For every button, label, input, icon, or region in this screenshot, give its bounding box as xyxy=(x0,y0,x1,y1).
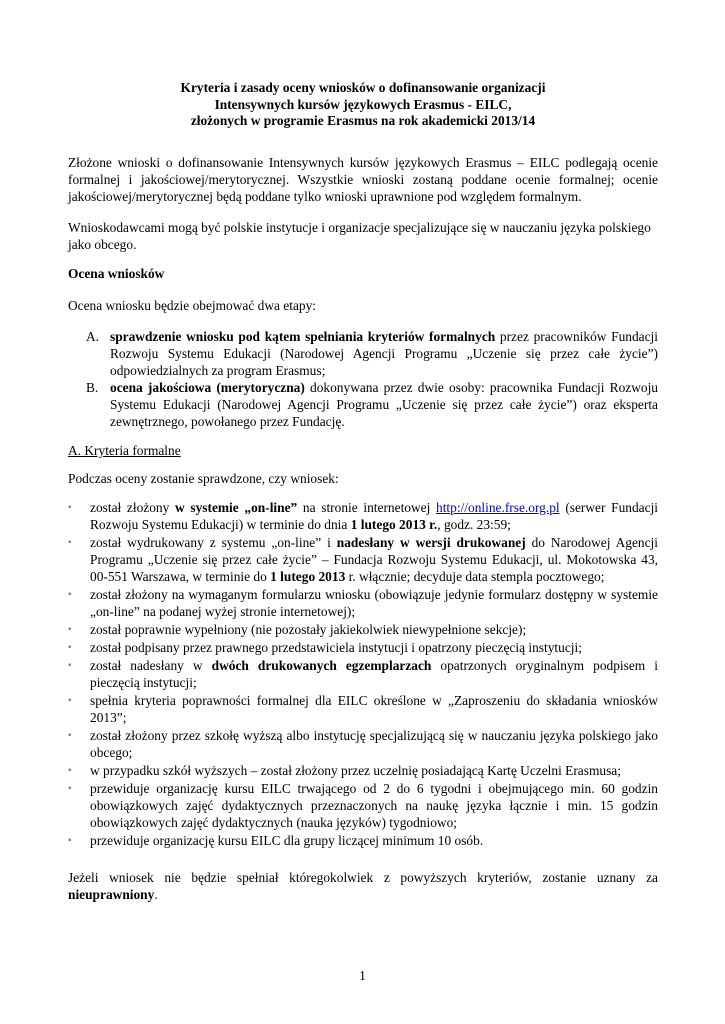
bullet-icon: ▪ xyxy=(68,589,72,600)
title-line-2: Intensywnych kursów językowych Erasmus - EILC, xyxy=(214,96,512,112)
title-line-3: złożonych w programie Erasmus na rok akademicki 2013/14 xyxy=(190,113,536,128)
bullet-icon: ▪ xyxy=(68,537,72,548)
criterion-11: ▪ przewiduje organizację kursu EILC dla grupy liczącej minimum 10 osób. xyxy=(68,833,484,848)
stage-b-marker: B. xyxy=(86,380,99,395)
applicants-paragraph: Wnioskodawcami mogą być polskie instytucje i organizacje specjalizujące się w nauczaniu języka polskiego jako obcego. xyxy=(68,220,651,252)
criterion-5: ▪ został podpisany przez prawnego przedstawiciela instytucji i opatrzony pieczęcią instytucji; xyxy=(68,640,582,655)
criterion-1: ▪ został złożony w systemie „on-line” na stronie internetowej http://online.frse.org.pl (serwer Fundacji Rozwoju Systemu Edukacji) w terminie do dnia 1 lutego 2013 r., godz. 23:59; xyxy=(68,500,659,532)
bullet-icon: ▪ xyxy=(68,835,72,846)
criterion-7: ▪ spełnia kryteria poprawności formalnej dla EILC określone w „Zaproszeniu do składania wniosków 2013”; xyxy=(68,693,658,725)
stage-b xyxy=(86,379,658,430)
criterion-10: ▪ przewiduje organizację kursu EILC trwającego od 2 do 6 tygodni i obejmującego min. 60 godzin obowiązkowych zajęć dydaktycznych przeznaczonych na naukę języka łącznie i min. 15 godzin obowiązkowych zajęć dydaktycznych (nauka języków) tygodniowo; xyxy=(68,781,658,830)
stage-a-bold: sprawdzenie wniosku pod kątem spełniania kryteriów formalnych xyxy=(110,329,496,344)
criterion-6: ▪ został nadesłany w dwóch drukowanych egzemplarzach opatrzonych oryginalnym podpisem i pieczęcią instytucji; xyxy=(68,658,659,690)
stage-b-text xyxy=(110,379,658,430)
stage-b-bold: ocena jakościowa (merytoryczna) xyxy=(110,380,305,395)
stage-a-marker: A. xyxy=(86,329,100,344)
stage-b-rest: dokonywana przez dwie osoby: pracownika Fundacji Rozwoju Systemu Edukacji (Narodowej Agencji Programu „Uczenie się przez całe życie”) oraz eksperta zewnętrznego, powołanego przez Fundację. xyxy=(110,380,658,429)
criterion-8: ▪ został złożony przez szkołę wyższą albo instytucję specjalizującą się w nauczaniu języka polskiego jako obcego; xyxy=(68,728,658,760)
criterion-2: ▪ został wydrukowany z systemu „on-line” i nadesłany w wersji drukowanej do Narodowej Agencji Programu „Uczenie się przez całe życie” – Fundacja Rozwoju Systemu Edukacji, ul. Mokotowska 43, 00-551 Warszawa, w terminie do 1 lutego 2013 r. włącznie; decyduje data stempla pocztowego; xyxy=(68,535,658,584)
bullet-icon: ▪ xyxy=(68,783,72,794)
bullet-icon: ▪ xyxy=(68,502,72,513)
bullet-icon: ▪ xyxy=(68,695,72,706)
bullet-icon: ▪ xyxy=(68,730,72,741)
document-title xyxy=(68,80,658,130)
stages-intro: Ocena wniosku będzie obejmować dwa etapy: xyxy=(68,298,317,313)
bullet-icon: ▪ xyxy=(68,624,72,635)
stage-a xyxy=(86,328,658,379)
conclusion-paragraph: Jeżeli wniosek nie będzie spełniał któregokolwiek z powyższych kryteriów, zostanie uznany za nieuprawniony. xyxy=(68,870,658,902)
bullet-icon: ▪ xyxy=(68,660,72,671)
criterion-9: ▪ w przypadku szkół wyższych – został złożony przez uczelnię posiadającą Kartę Uczelni Erasmusa; xyxy=(68,763,621,778)
bullet-icon: ▪ xyxy=(68,765,72,776)
frse-online-link[interactable]: http://online.frse.org.pl xyxy=(436,500,560,515)
section-heading: Ocena wniosków xyxy=(68,266,165,281)
formal-criteria-list xyxy=(68,499,658,850)
formal-criteria-heading: A. Kryteria formalne xyxy=(68,443,181,458)
stage-a-rest: przez pracowników Fundacji Rozwoju Systemu Edukacji (Narodowej Agencji Programu „Uczenie się przez całe życie”) odpowiedzialnych za program Erasmus; xyxy=(110,329,658,378)
title-line-1: Kryteria i zasady oceny wniosków o dofinansowanie organizacji xyxy=(180,80,546,95)
bullet-icon: ▪ xyxy=(68,642,72,653)
page-number: 1 xyxy=(359,968,366,983)
check-intro: Podczas oceny zostanie sprawdzone, czy wniosek: xyxy=(68,471,339,486)
stage-a-text xyxy=(110,328,658,379)
criterion-3: ▪ został złożony na wymaganym formularzu wniosku (obowiązuje jedynie formularz dostępny w systemie „on-line” na podanej wyżej stronie internetowej); xyxy=(68,587,658,619)
intro-paragraph: Złożone wnioski o dofinansowanie Intensywnych kursów językowych Erasmus – EILC podlegają ocenie formalnej i jakościowej/merytorycznej. Wszystkie wnioski zostaną poddane ocenie formalnej; ocenie jakościowej/merytorycznej będą poddane tylko wnioski uprawnione pod względem formalnym. xyxy=(68,155,658,204)
criterion-4: ▪ został poprawnie wypełniony (nie pozostały jakiekolwiek niewypełnione sekcje); xyxy=(68,622,527,637)
